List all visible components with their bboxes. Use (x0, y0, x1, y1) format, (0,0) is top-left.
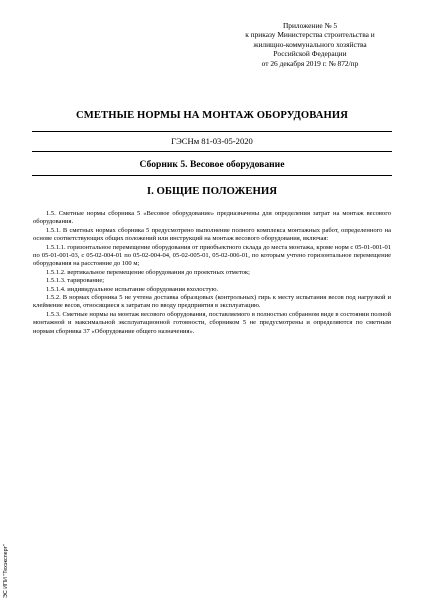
annex-line: Российской Федерации (273, 49, 347, 59)
paragraph: 1.5.3. Сметные нормы на монтаж весового оборудования, поставляемого в полностью собранном виде в состоянии полной монтажной и максимальной эксплуатационной готовности, сборником 5 не предусмотрены и определяются по сметным нормам сборника 37 «Оборудование общего назначения». (33, 310, 391, 335)
divider-top (32, 131, 392, 132)
paragraph: 1.5.1.3. тарирование; (46, 277, 105, 285)
collection-title: Сборник 5. Весовое оборудование (139, 159, 285, 170)
annex-line: к приказу Министерства строительства и (245, 30, 375, 40)
paragraph: 1.5.1.1. горизонтальное перемещение оборудования от приобъектного склада до места монтажа, кроме норм с 05-01-001-01 по 05-01-001-03, с 05-02-004-01 по 05-02-004-04, 05-02-005-01, 05-02-006-01, по которым учтено горизонтальное перемещение оборудования на расстояние до 100 м; (33, 243, 391, 268)
paragraph: 1.5.1. В сметных нормах сборника 5 предусмотрено выполнение полного комплекса монтажных работ, определенного на основе соответствующих общих положений или инструкций на монтаж весового оборудования, включая: (33, 226, 391, 243)
norm-code: ГЭСНм 81-03-05-2020 (171, 136, 253, 146)
paragraph: 1.5.1.2. вертикальное перемещение оборудования до проектных отметок; (46, 268, 250, 276)
annex-line: жилищно-коммунального хозяйства (253, 39, 367, 49)
divider-middle (32, 151, 392, 152)
side-stamp (0, 520, 14, 600)
side-stamp-text: ЭС ИПИ "Техэксперт" (3, 544, 9, 598)
paragraph: 1.5.1.4. индивидуальное испытание оборудования вхолостую. (46, 285, 219, 293)
paragraph: 1.5.2. В нормах сборника 5 не учтена доставка образцовых (контрольных) гирь к месту испытания весов под нагрузкой и клеймение весов, относящиеся к затратам по вводу предприятия в эксплуатацию. (33, 294, 391, 310)
annex-line: от 26 декабря 2019 г. № 872/пр (261, 58, 359, 68)
document-title: СМЕТНЫЕ НОРМЫ НА МОНТАЖ ОБОРУДОВАНИЯ (76, 110, 348, 121)
body-text (33, 210, 391, 336)
section-heading: I. ОБЩИЕ ПОЛОЖЕНИЯ (146, 185, 278, 197)
divider-bottom (32, 175, 392, 176)
annex-line: Приложение № 5 (282, 21, 338, 30)
paragraph: 1.5. Сметные нормы сборника 5 «Весовое оборудование» предназначены для определения затрат на монтаж весового оборудования. (33, 210, 391, 226)
annex-block (230, 21, 390, 68)
